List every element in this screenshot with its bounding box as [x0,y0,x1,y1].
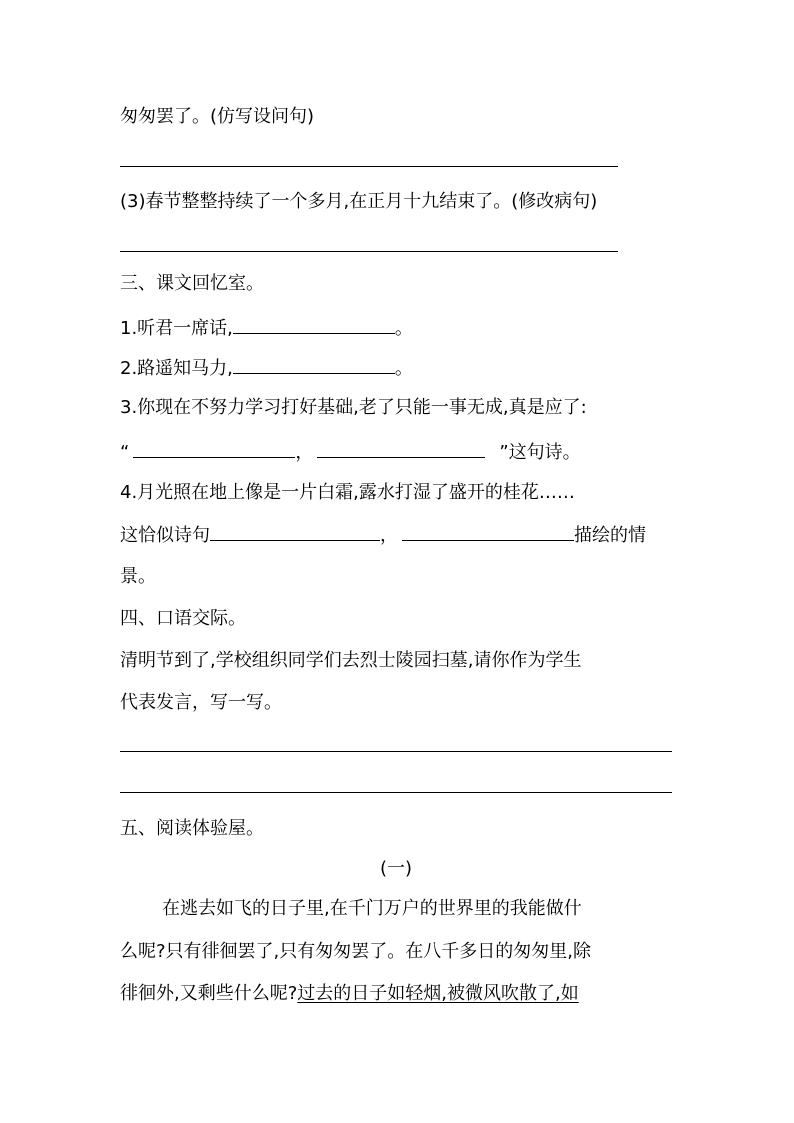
q3-blank-2 [317,439,485,458]
answer-line [120,166,618,167]
section4-text-line2: 代表发言，写一写。 [120,692,282,713]
section4-heading: 四、口语交际。 [120,608,246,629]
section3-q2 [120,355,413,381]
q4-comma: ， [380,525,398,546]
section3-q1 [120,315,413,341]
q4-prefix: 这恰似诗句 [120,525,210,546]
section3-q4-line1: 4.月光照在地上像是一片白霜,露水打湿了盛开的桂花…… [120,482,575,503]
section3-heading: 三、课文回忆室。 [120,273,264,294]
q2-item2-tail: 匆匆罢了。(仿写设问句) [120,106,315,127]
section5-heading: 五、阅读体验屋。 [120,818,264,839]
passage-underlined-sentence: 过去的日子如轻烟,被微风吹散了,如 [297,983,579,1004]
answer-line [120,792,672,793]
passage-line3-plain: 徘徊外,又剩些什么呢? [120,983,298,1004]
passage-line1: 在逃去如飞的日子里,在千门万户的世界里的我能做什 [162,898,582,919]
section3-q4-line3: 景。 [120,566,156,587]
q1-blank [233,315,395,334]
answer-line [120,751,672,752]
q2-suffix: 。 [394,358,413,379]
passage-line3 [120,982,579,1006]
section5-part-title: (一) [380,858,413,879]
section3-q3-line2 [120,439,581,465]
q4-suffix: 描绘的情 [574,525,646,546]
q2-item3: (3)春节整整持续了一个多月,在正月十九结束了。(修改病句) [120,191,598,212]
q4-blank-1 [210,522,380,541]
answer-line [120,251,618,252]
q4-blank-2 [402,522,574,541]
passage-line2: 么呢?只有徘徊罢了,只有匆匆罢了。在八千多日的匆匆里,除 [120,941,591,962]
q1-prefix: 1.听君一席话, [120,318,233,339]
q3-blank-1 [133,439,295,458]
q3-comma: ， [295,442,314,463]
q3-open-quote: “ [120,442,130,463]
q2-prefix: 2.路遥知马力, [120,358,233,379]
section3-q3-line1: 3.你现在不努力学习打好基础,老了只能一事无成,真是应了: [120,397,587,418]
section3-q4-line2 [120,522,646,548]
q3-close: ”这句诗。 [499,442,581,463]
q1-suffix: 。 [394,318,413,339]
section4-text-line1: 清明节到了,学校组织同学们去烈士陵园扫墓,请你作为学生 [120,650,582,671]
q2-blank [233,355,395,374]
